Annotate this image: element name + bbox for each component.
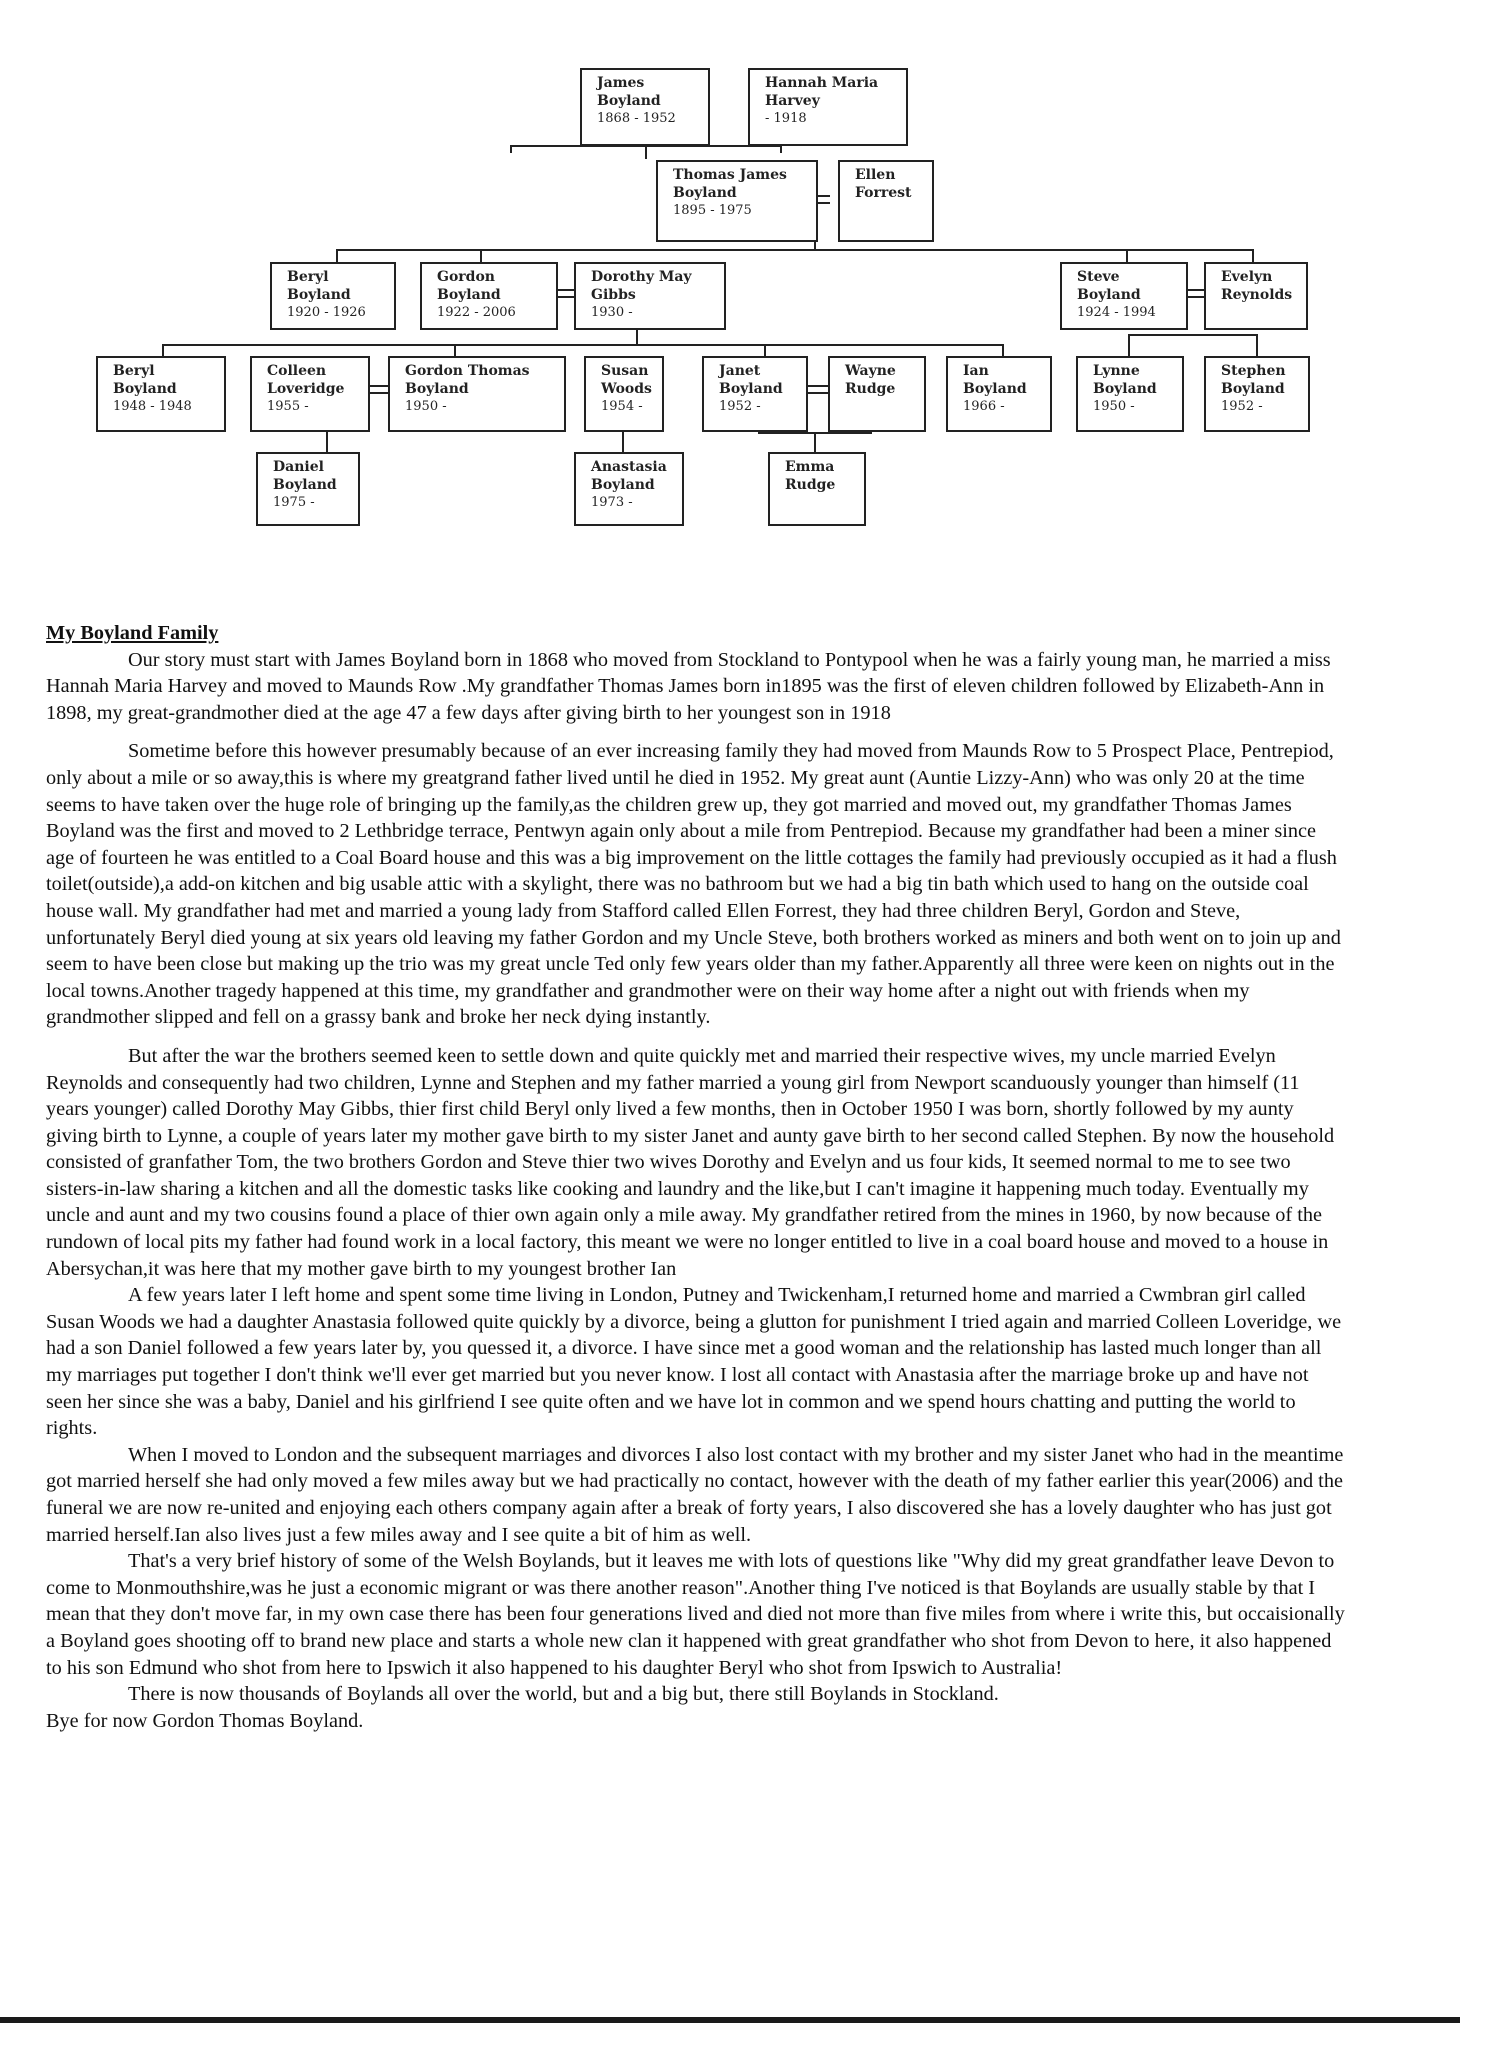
paragraph: There is now thousands of Boylands all over the world, but and a big but, there still Boylands in Stockland. bbox=[128, 1683, 999, 1706]
person-susan-woods bbox=[584, 356, 664, 432]
name-line: Boyland bbox=[437, 287, 501, 303]
name-line: Gordon Thomas bbox=[405, 363, 530, 379]
marriage-link bbox=[1186, 289, 1206, 298]
paragraph: A few years later I left home and spent some time living in London, Putney and Twickenham,I returned home and married a Cwmbran girl called Susan Woods we had a daughter Anastasia followed quite quickly by a divorce, being a glutton for punishment I tried again and married Colleen Loveridge, we had a son Daniel followed a few years later by, you quessed it, a divorce. I have since met a good woman and the relationship has lasted much longer than all my marriages put together I don't think we'll ever get married but you never know. I lost all contact with Anastasia after the marriage broke up and have not seen her since she was a baby, Daniel and his girlfriend I see quite often and we have lot in common and we spend hours chatting and putting the world to rights. bbox=[46, 1284, 1342, 1440]
article bbox=[46, 620, 1346, 1734]
life-dates: 1952 - bbox=[719, 399, 761, 414]
name-line: Stephen bbox=[1221, 363, 1286, 379]
connector bbox=[336, 249, 1254, 251]
paragraph: Our story must start with James Boyland born in 1868 who moved from Stockland to Pontypool when he was a fairly young man, he married a miss Hannah Maria Harvey and moved to Maunds Row .My grandfather Thomas James born in1895 was the first of eleven children followed by Elizabeth-Ann in 1898, my great-grandmother died at the age 47 a few days after giving birth to her youngest son in 1918 bbox=[46, 648, 1331, 724]
connector bbox=[780, 145, 782, 153]
person-steve-boyland bbox=[1060, 262, 1188, 330]
name-line: Ian bbox=[963, 363, 989, 379]
connector bbox=[336, 249, 338, 263]
name-line: Reynolds bbox=[1221, 287, 1293, 303]
page-bottom-rule bbox=[0, 2017, 1460, 2023]
name-line: Ellen bbox=[855, 167, 896, 183]
name-line: Boyland bbox=[273, 477, 337, 493]
paragraph: Sometime before this however presumably because of an ever increasing family they had moved from Maunds Row to 5 Prospect Place, Pentrepiod, only about a mile or so away,this is where my greatgrand father lived until he died in 1952. My great aunt (Auntie Lizzy-Ann) who was only 20 at the time seems to have taken over the huge role of bringing up the family,as the children grew up, they got married and moved out, my grandfather Thomas James Boyland was the first and moved to 2 Lethbridge terrace, Pentwyn again only about a mile from Pentrepiod. Because my grandfather had been a miner since age of fourteen he was entitled to a Coal Board house and this was a big improvement on the little cottages the family had previously occupied as it had a flush toilet(outside),a add-on kitchen and big usable attic with a skylight, there was no bathroom but we had a big tin bath which used to hang on the outside coal house wall. My grandfather had met and married a young lady from Stafford called Ellen Forrest, they had three children Beryl, Gordon and Steve, unfortunately Beryl died young at six years old leaving my father Gordon and my Uncle Steve, both brothers worked as miners and both went on to join up and seem to have been close but making up the trio was my great uncle Ted only few years older than my father.Apparently all three were keen on nights out in the local towns.Another tragedy happened at this time, my grandfather and grandmother were on their way home after a night out with friends when my grandmother slipped and fell on a grassy bank and broke her neck dying instantly. bbox=[46, 740, 1341, 1029]
person-hannah-maria-harvey bbox=[748, 68, 908, 146]
connector bbox=[454, 344, 456, 356]
life-dates: 1895 - 1975 bbox=[673, 203, 752, 218]
connector bbox=[1126, 249, 1128, 263]
name-line: Beryl bbox=[113, 363, 155, 379]
name-line: Gordon bbox=[437, 269, 495, 285]
person-ian-boyland bbox=[946, 356, 1052, 432]
name-line: Rudge bbox=[845, 381, 896, 397]
name-line: Colleen bbox=[267, 363, 327, 379]
name-line: Boyland bbox=[591, 477, 655, 493]
name-line: Evelyn bbox=[1221, 269, 1273, 285]
person-emma-rudge bbox=[768, 452, 866, 526]
name-line: James bbox=[597, 75, 645, 91]
name-line: Boyland bbox=[597, 93, 661, 109]
life-dates: 1930 - bbox=[591, 305, 633, 320]
name-line: Lynne bbox=[1093, 363, 1140, 379]
person-ellen-forrest bbox=[838, 160, 934, 242]
connector bbox=[1128, 334, 1130, 356]
person-beryl-boyland-1920 bbox=[270, 262, 396, 330]
name-line: Dorothy May bbox=[591, 269, 692, 285]
connector bbox=[510, 145, 512, 153]
life-dates: 1950 - bbox=[1093, 399, 1135, 414]
name-line: Emma bbox=[785, 459, 835, 475]
life-dates: 1922 - 2006 bbox=[437, 305, 516, 320]
person-gordon-thomas-boyland bbox=[388, 356, 566, 432]
life-dates: 1868 - 1952 bbox=[597, 111, 676, 126]
connector bbox=[814, 432, 816, 452]
name-line: Daniel bbox=[273, 459, 324, 475]
family-tree bbox=[0, 0, 1486, 560]
connector bbox=[1128, 334, 1258, 336]
connector bbox=[1002, 344, 1004, 356]
person-colleen-loveridge bbox=[250, 356, 370, 432]
name-line: Susan bbox=[601, 363, 649, 379]
name-line: Forrest bbox=[855, 185, 912, 201]
name-line: Wayne bbox=[845, 363, 896, 379]
life-dates: 1952 - bbox=[1221, 399, 1263, 414]
name-line: Boyland bbox=[405, 381, 469, 397]
connector bbox=[1252, 249, 1254, 263]
name-line: Janet bbox=[719, 363, 761, 379]
person-beryl-boyland-1948 bbox=[96, 356, 226, 432]
marriage-link bbox=[808, 385, 828, 394]
connector bbox=[326, 432, 328, 452]
person-daniel-boyland bbox=[256, 452, 360, 526]
name-line: Gibbs bbox=[591, 287, 636, 303]
life-dates: 1954 - bbox=[601, 399, 643, 414]
name-line: Boyland bbox=[1221, 381, 1285, 397]
connector bbox=[764, 344, 766, 356]
life-dates: 1975 - bbox=[273, 495, 315, 510]
article-heading: My Boyland Family bbox=[46, 622, 219, 644]
name-line: Woods bbox=[601, 381, 652, 397]
person-anastasia-boyland bbox=[574, 452, 684, 526]
person-wayne-rudge bbox=[828, 356, 926, 432]
name-line: Beryl bbox=[287, 269, 329, 285]
marriage-link bbox=[370, 385, 390, 394]
person-thomas-james-boyland bbox=[656, 160, 818, 242]
life-dates: 1924 - 1994 bbox=[1077, 305, 1156, 320]
name-line: Boyland bbox=[1077, 287, 1141, 303]
connector bbox=[636, 330, 638, 344]
connector bbox=[645, 145, 647, 159]
person-james-boyland bbox=[580, 68, 710, 146]
life-dates: - 1918 bbox=[765, 111, 807, 126]
person-dorothy-may-gibbs bbox=[574, 262, 726, 330]
connector bbox=[480, 249, 482, 263]
name-line: Boyland bbox=[1093, 381, 1157, 397]
paragraph: That's a very brief history of some of the Welsh Boylands, but it leaves me with lots of questions like "Why did my great grandfather leave Devon to come to Monmouthshire,was he just a economic migrant or was there another reason".Another thing I've noticed is that Boylands are usually stable by that I mean that they don't move far, in my own case there has been four generations lived and died not more than five miles from where i write this, but occaisionally a Boyland goes shooting off to brand new place and starts a whole new clan it happened with great grandfather who shot from Devon to here, it also happened to his son Edmund who shot from here to Ipswich it also happened to his daughter Beryl who shot from Ipswich to Australia! bbox=[46, 1550, 1345, 1679]
person-stephen-boyland bbox=[1204, 356, 1310, 432]
connector bbox=[162, 344, 164, 356]
name-line: Harvey bbox=[765, 93, 820, 109]
name-line: Boyland bbox=[113, 381, 177, 397]
person-lynne-boyland bbox=[1076, 356, 1184, 432]
person-janet-boyland bbox=[702, 356, 808, 432]
name-line: Hannah Maria bbox=[765, 75, 879, 91]
life-dates: 1950 - bbox=[405, 399, 447, 414]
life-dates: 1920 - 1926 bbox=[287, 305, 366, 320]
name-line: Boyland bbox=[719, 381, 783, 397]
connector bbox=[1256, 334, 1258, 356]
name-line: Loveridge bbox=[267, 381, 345, 397]
name-line: Boyland bbox=[963, 381, 1027, 397]
life-dates: 1966 - bbox=[963, 399, 1005, 414]
name-line: Boyland bbox=[673, 185, 737, 201]
connector bbox=[162, 344, 1004, 346]
name-line: Thomas James bbox=[673, 167, 787, 183]
signoff: Bye for now Gordon Thomas Boyland. bbox=[46, 1709, 364, 1732]
life-dates: 1973 - bbox=[591, 495, 633, 510]
person-evelyn-reynolds bbox=[1204, 262, 1308, 330]
connector bbox=[622, 432, 624, 452]
name-line: Steve bbox=[1077, 269, 1120, 285]
life-dates: 1955 - bbox=[267, 399, 309, 414]
paragraph: When I moved to London and the subsequent marriages and divorces I also lost contact with my brother and my sister Janet who had in the meantime got married herself she had only moved a few miles away but we had practically no contact, however with the death of my father earlier this year(2006) and the funeral we are now re-united and enjoying each others company again after a break of forty years, I also discovered she has a lovely daughter who has just got married herself.Ian also lives just a few miles away and I see quite a bit of him as well. bbox=[46, 1443, 1344, 1546]
name-line: Boyland bbox=[287, 287, 351, 303]
marriage-link bbox=[556, 289, 576, 298]
name-line: Rudge bbox=[785, 477, 836, 493]
connector bbox=[814, 241, 816, 249]
paragraph: But after the war the brothers seemed keen to settle down and quite quickly met and married their respective wives, my uncle married Evelyn Reynolds and consequently had two children, Lynne and Stephen and my father married a young girl from Newport scanduously younger than himself (11 years younger) called Dorothy May Gibbs, thier first child Beryl only lived a few months, then in October 1950 I was born, shortly followed by my aunty giving birth to Lynne, a couple of years later my mother gave birth to my sister Janet and aunty gave birth to her second called Stephen. By now the household consisted of granfather Tom, the two brothers Gordon and Steve thier two wives Dorothy and Evelyn and us four kids, It seemed normal to me to see two sisters-in-law sharing a kitchen and all the domestic tasks like cooking and laundry and the like,but I can't imagine it happening much today. Eventually my uncle and aunt and my two cousins found a place of thier own again only a mile away. My grandfather retired from the mines in 1960, by now because of the rundown of local pits my father had found work in a local factory, this meant we were no longer entitled to live in a coal board house and moved to a house in Abersychan,it was here that my mother gave birth to my youngest brother Ian bbox=[46, 1044, 1335, 1280]
person-gordon-boyland bbox=[420, 262, 558, 330]
name-line: Anastasia bbox=[591, 459, 667, 475]
life-dates: 1948 - 1948 bbox=[113, 399, 192, 414]
